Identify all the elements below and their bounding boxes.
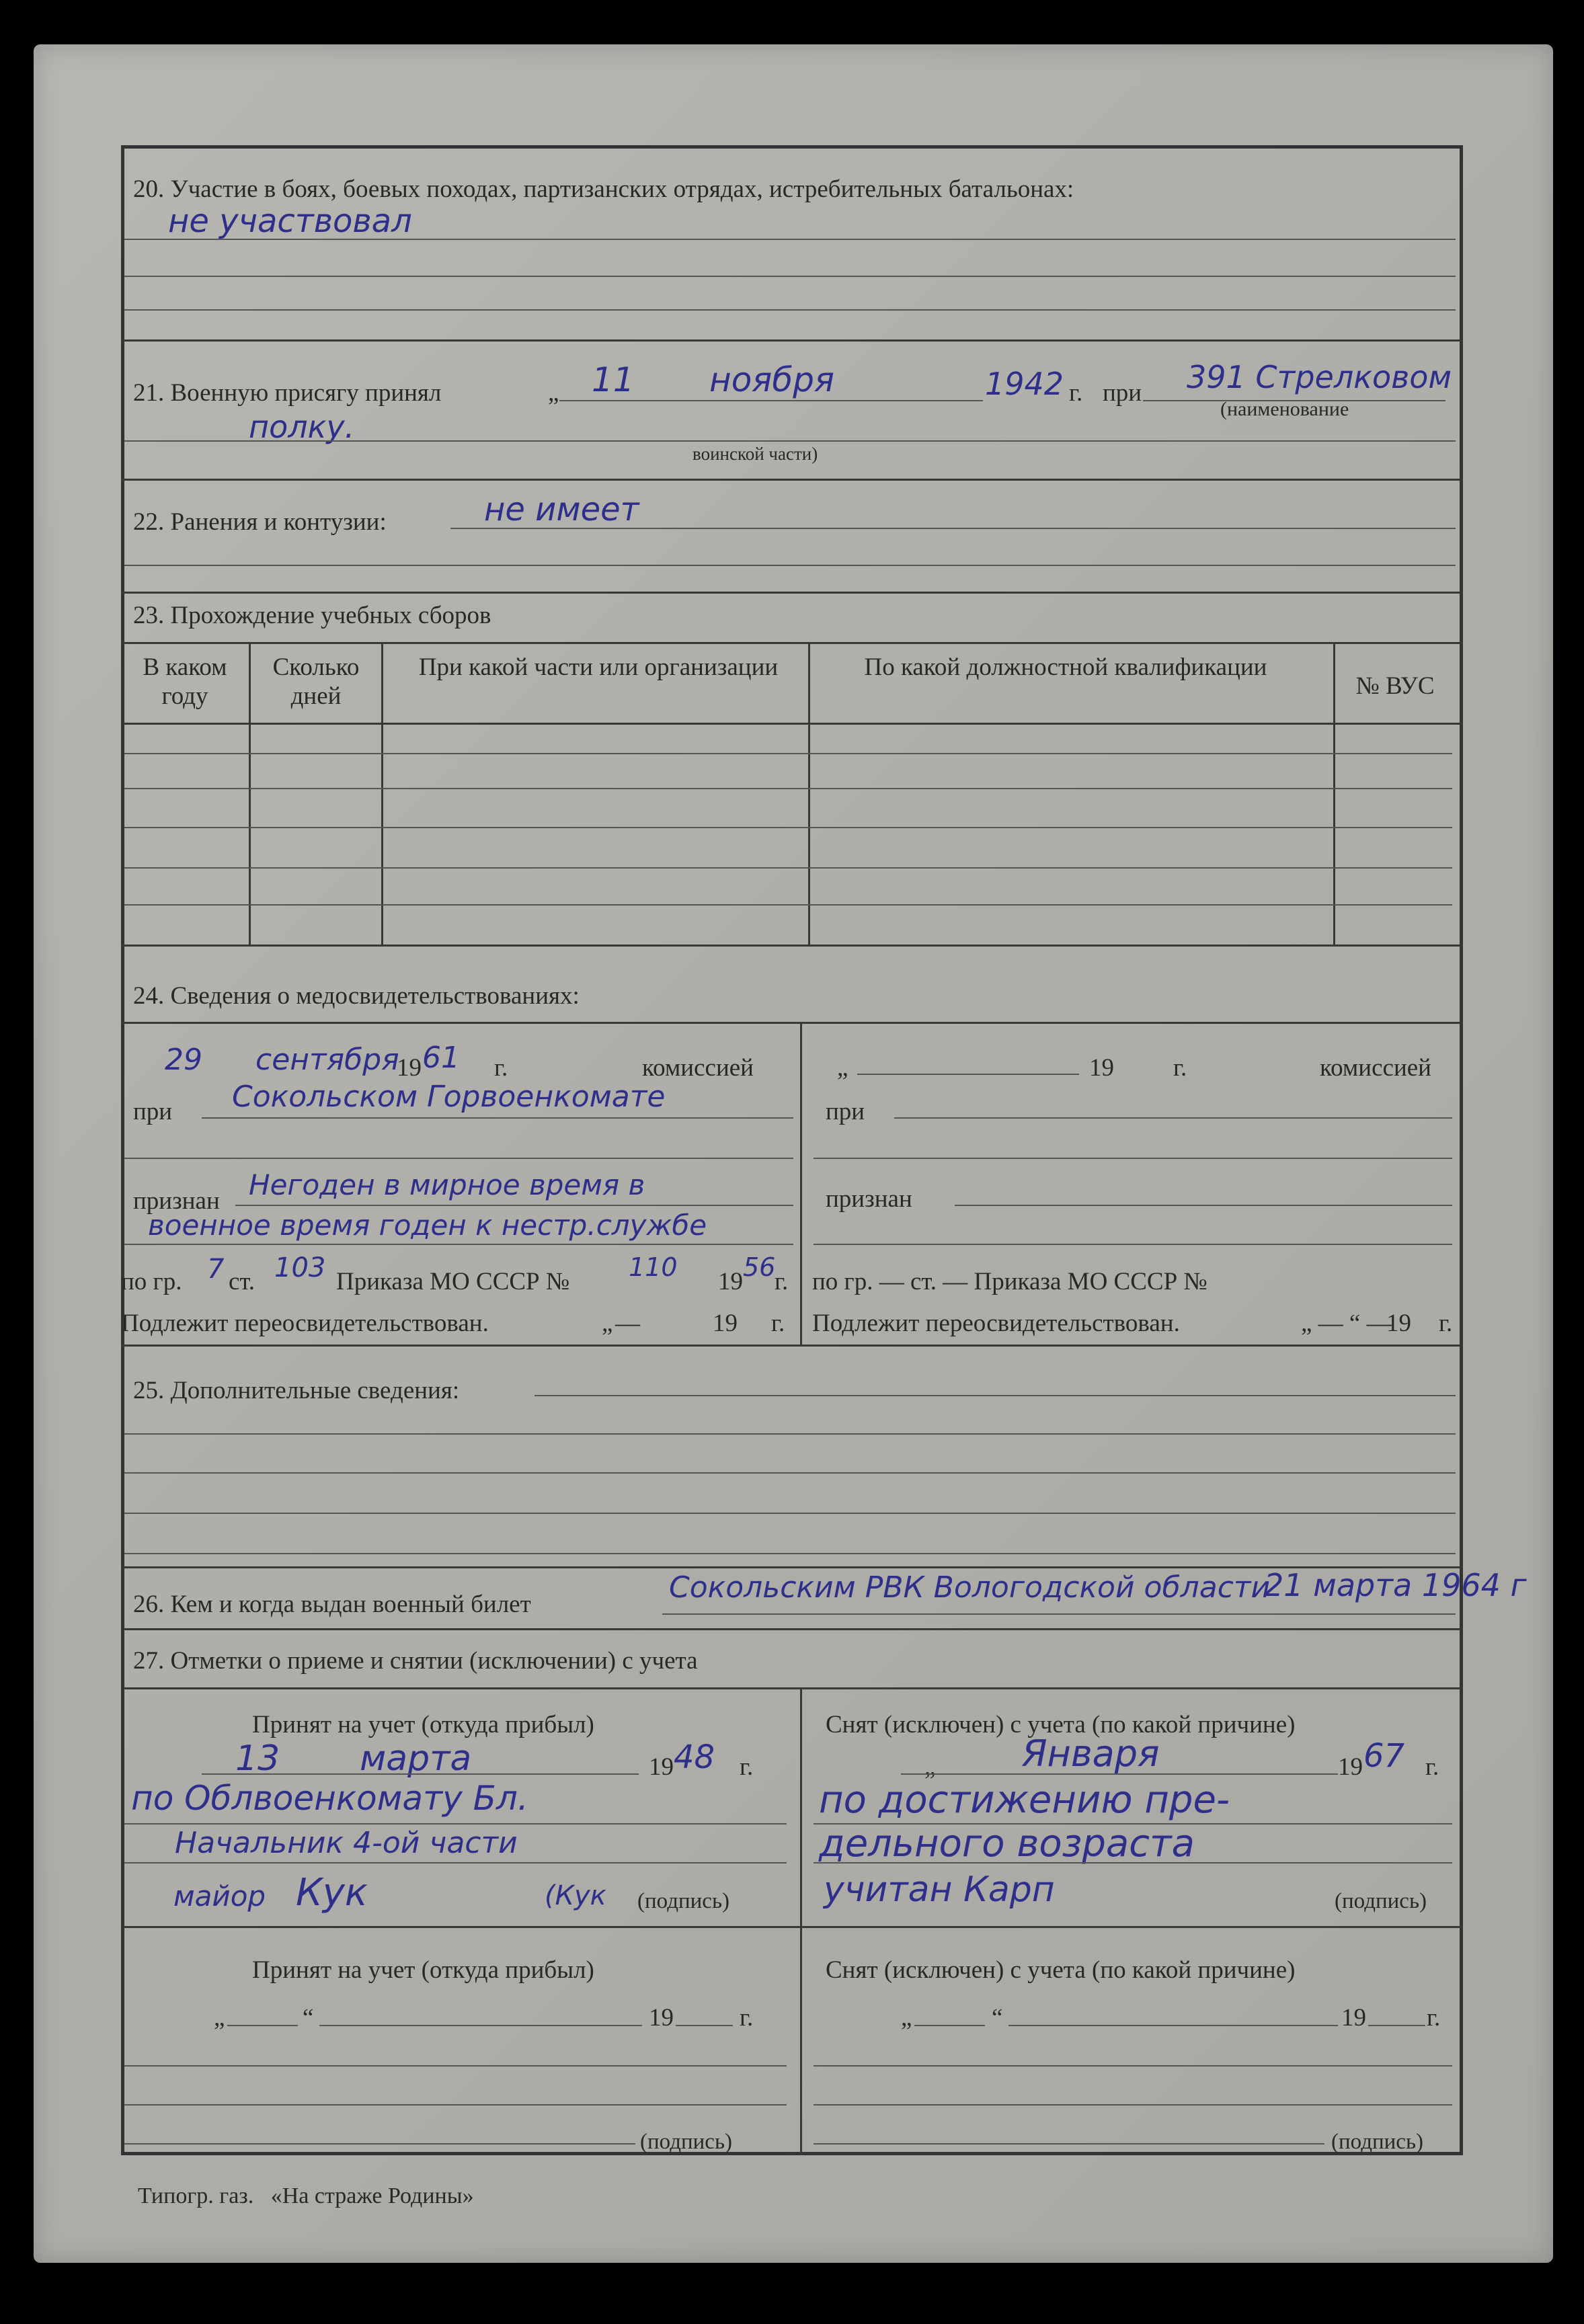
divider: [121, 479, 1463, 481]
table-header-bottom: [121, 723, 1463, 725]
s24-left-reexam: Подлежит переосвидетельствован.: [121, 1310, 489, 1337]
divider: [121, 1345, 1463, 1347]
s27-r2-q2: “: [992, 2004, 1003, 2032]
s26-date: 21 марта 1964 г: [1264, 1567, 1527, 1603]
line: [319, 2025, 642, 2026]
s27-r1-podpis: (подпись): [1335, 1889, 1427, 1913]
s23-label: 23. Прохождение учебных сборов: [133, 602, 491, 629]
s27-l1-line1: по Облвоенкомату Бл.: [131, 1779, 528, 1818]
s24-left-order-year: 56: [743, 1252, 776, 1282]
s24-left-yr: 19: [713, 1310, 738, 1337]
s27-l1-line3: майор: [173, 1880, 266, 1913]
col-sep: [800, 1022, 802, 1345]
s24-left-month: сентября: [255, 1043, 399, 1077]
col-sep: [800, 1687, 802, 2155]
s24-left-verdict1: Негоден в мирное время в: [249, 1168, 645, 1201]
line: [124, 1433, 1456, 1435]
s24-left-gr: 7: [207, 1254, 225, 1285]
divider: [121, 945, 1463, 947]
divider: [121, 642, 1463, 644]
s27-r2-podpis: (подпись): [1331, 2130, 1423, 2154]
divider: [121, 339, 1463, 342]
line: [124, 1244, 793, 1245]
line: [124, 2143, 635, 2145]
s27-l1-day: 13: [235, 1738, 280, 1779]
s27-r1-q: „: [924, 1753, 936, 1781]
line: [1143, 400, 1446, 401]
s24-right-pogr: по гр. — ст. — Приказа МО СССР №: [812, 1268, 1207, 1295]
s27-r2-q: „: [901, 2004, 912, 2032]
s27-r2-yr: 19: [1341, 2004, 1366, 2032]
line: [124, 309, 1456, 311]
s24-left-year: 61: [422, 1041, 460, 1075]
divider: [121, 1926, 800, 1928]
s27-r1-yr: 19: [1338, 1753, 1363, 1781]
s21-unit2: полку.: [249, 409, 355, 445]
s24-right-priznan: признан: [826, 1185, 912, 1213]
line: [124, 440, 1456, 442]
s20-answer: не участвовал: [168, 202, 412, 240]
s21-day: 11: [592, 360, 635, 399]
line: [124, 1553, 1456, 1554]
line: [124, 1472, 1456, 1474]
line: [202, 1773, 639, 1775]
s27-l2-podpis: (подпись): [640, 2130, 732, 2154]
s23-col-unit: При какой части или организации: [418, 653, 779, 681]
s21-year-suffix: г.: [1069, 379, 1083, 407]
s21-year: 1942: [985, 366, 1064, 402]
line: [124, 2104, 787, 2106]
s27-l1-month: марта: [360, 1738, 472, 1779]
s27-r1-snyat: Снят (исключен) с учета (по какой причине): [826, 1711, 1296, 1738]
line: [534, 1395, 1456, 1396]
s27-r1-g: г.: [1425, 1753, 1439, 1781]
s23-col-days: Сколько дней: [272, 653, 360, 710]
s24-left-verdict2: военное время годен к нестр.службе: [148, 1209, 707, 1242]
table-row: [124, 867, 1452, 869]
s27-l1-yr: 19: [649, 1753, 674, 1781]
s27-r1-line3: учитан Карп: [824, 1870, 1055, 1910]
s24-left-g2: г.: [775, 1268, 789, 1295]
line: [1368, 2025, 1425, 2026]
line: [559, 400, 983, 401]
line: [914, 2025, 985, 2026]
s27-l2-yr: 19: [649, 2004, 674, 2032]
s27-l1-line2: Начальник 4-ой части: [175, 1826, 518, 1860]
s24-right-yr2: 19: [1386, 1310, 1411, 1337]
divider: [121, 592, 1463, 594]
s27-r1-line1: по достижению пре-: [819, 1778, 1230, 1822]
line: [676, 2025, 733, 2026]
divider: [121, 1566, 1463, 1568]
s27-r2-g: г.: [1427, 2004, 1441, 2032]
s27-l1-signature: Кук: [296, 1871, 368, 1915]
s24-left-prikaz: Приказа МО СССР №: [336, 1268, 570, 1295]
line: [814, 2104, 1452, 2106]
s26-label: 26. Кем и когда выдан военный билет: [133, 1591, 531, 1618]
s24-left-komissiey: комиссией: [642, 1054, 754, 1082]
s27-l1-prinyat: Принят на учет (откуда прибыл): [252, 1711, 594, 1738]
s24-left-pri: при: [133, 1098, 173, 1125]
table-row: [124, 904, 1452, 906]
s23-col-vus: № ВУС: [1355, 672, 1435, 700]
s27-l1-year: 48: [674, 1738, 715, 1776]
s24-left-g: г.: [494, 1054, 508, 1082]
line: [124, 276, 1456, 277]
s24-left-year-pre: 19: [397, 1054, 422, 1082]
s27-r1-month: Января: [1022, 1732, 1160, 1775]
col-sep: [808, 642, 810, 945]
s21-naim: (наименование: [1220, 398, 1349, 420]
line: [124, 1823, 787, 1825]
s24-left-komissiya: Сокольском Горвоенкомате: [232, 1080, 666, 1114]
line: [955, 1205, 1452, 1206]
line: [1008, 2025, 1338, 2026]
s23-col-year: В каком году: [143, 653, 227, 710]
s27-r1-year: 67: [1363, 1737, 1405, 1775]
s27-l2-prinyat: Принят на учет (откуда прибыл): [252, 1956, 594, 1984]
divider: [121, 1628, 1463, 1630]
s24-left-q: „: [602, 1310, 613, 1337]
s25-label: 25. Дополнительные сведения:: [133, 1377, 460, 1404]
s22-answer: не имеет: [484, 491, 639, 528]
s24-left-st-val: 103: [274, 1252, 326, 1283]
s27-l2-q2: “: [303, 2004, 314, 2032]
s21-pri: при: [1103, 379, 1142, 407]
line: [227, 2025, 298, 2026]
s24-right-komissiey: комиссией: [1320, 1054, 1431, 1082]
printer-footer: Типогр. газ. «На страже Родины»: [138, 2183, 474, 2208]
line: [124, 1158, 793, 1159]
line: [124, 2065, 787, 2067]
s24-left-y19: 19: [718, 1268, 743, 1295]
s24-left-st: ст.: [229, 1268, 255, 1295]
s24-label: 24. Сведения о медосвидетельствованиях:: [133, 982, 580, 1010]
line: [235, 1205, 793, 1206]
s27-label: 27. Отметки о приеме и снятии (исключении) с учета: [133, 1647, 698, 1675]
divider: [800, 1926, 1463, 1928]
line: [202, 1117, 793, 1119]
line: [814, 1862, 1452, 1864]
s24-left-pogr: по гр.: [121, 1268, 182, 1295]
s27-r2-snyat: Снят (исключен) с учета (по какой причине): [826, 1956, 1296, 1984]
line: [814, 2065, 1452, 2067]
divider: [121, 1687, 1463, 1689]
col-sep: [381, 642, 383, 945]
line: [901, 1773, 1338, 1775]
line: [662, 1613, 1456, 1615]
s21-vch: воинской части): [692, 444, 818, 464]
s24-right-reexam: Подлежит переосвидетельствован.: [812, 1310, 1180, 1337]
s21-month: ноября: [709, 360, 835, 399]
line: [894, 1117, 1452, 1119]
table-row: [124, 753, 1452, 754]
s24-right-q2: „ — “ —: [1301, 1310, 1392, 1337]
line: [124, 1862, 787, 1864]
s24-right-q: „: [837, 1054, 848, 1082]
s27-l1-sig2: (Кук: [545, 1880, 606, 1911]
s22-label: 22. Ранения и контузии:: [133, 508, 387, 536]
s21-unit: 391 Стрелковом: [1187, 359, 1452, 395]
divider: [121, 1022, 1463, 1024]
line: [450, 528, 1456, 529]
s24-right-g2: г.: [1439, 1310, 1453, 1337]
s27-l2-q: „: [214, 2004, 225, 2032]
s24-left-day: 29: [165, 1043, 202, 1077]
s27-l1-g: г.: [740, 1753, 754, 1781]
s24-right-yr: 19: [1089, 1054, 1114, 1082]
s24-left-priznan: признан: [133, 1187, 220, 1215]
s24-left-order: 110: [629, 1252, 678, 1282]
line: [814, 2143, 1324, 2145]
s21-label: 21. Военную присягу принял: [133, 379, 442, 407]
line: [124, 1513, 1456, 1514]
s27-l2-g: г.: [740, 2004, 754, 2032]
table-row: [124, 827, 1452, 828]
col-sep: [249, 642, 251, 945]
s24-left-dash: —: [615, 1310, 640, 1337]
line: [814, 1244, 1452, 1245]
s27-r1-line2: дельного возраста: [819, 1822, 1195, 1866]
table-row: [124, 788, 1452, 789]
s27-l1-podpis: (подпись): [637, 1889, 729, 1913]
s20-label: 20. Участие в боях, боевых походах, партизанских отрядах, истребительных батальонах:: [133, 175, 1074, 203]
s24-left-gg: г.: [771, 1310, 785, 1337]
col-sep: [1333, 642, 1335, 945]
line: [857, 1074, 1079, 1075]
s24-right-g: г.: [1173, 1054, 1187, 1082]
s21-quote: „: [548, 379, 559, 407]
s26-answer: Сокольским РВК Вологодской области: [669, 1570, 1271, 1605]
line: [124, 239, 1456, 240]
line: [124, 565, 1456, 566]
s24-right-pri: при: [826, 1098, 865, 1125]
line: [814, 1158, 1452, 1159]
s23-col-qual: По какой должностной квалификации: [864, 653, 1267, 681]
